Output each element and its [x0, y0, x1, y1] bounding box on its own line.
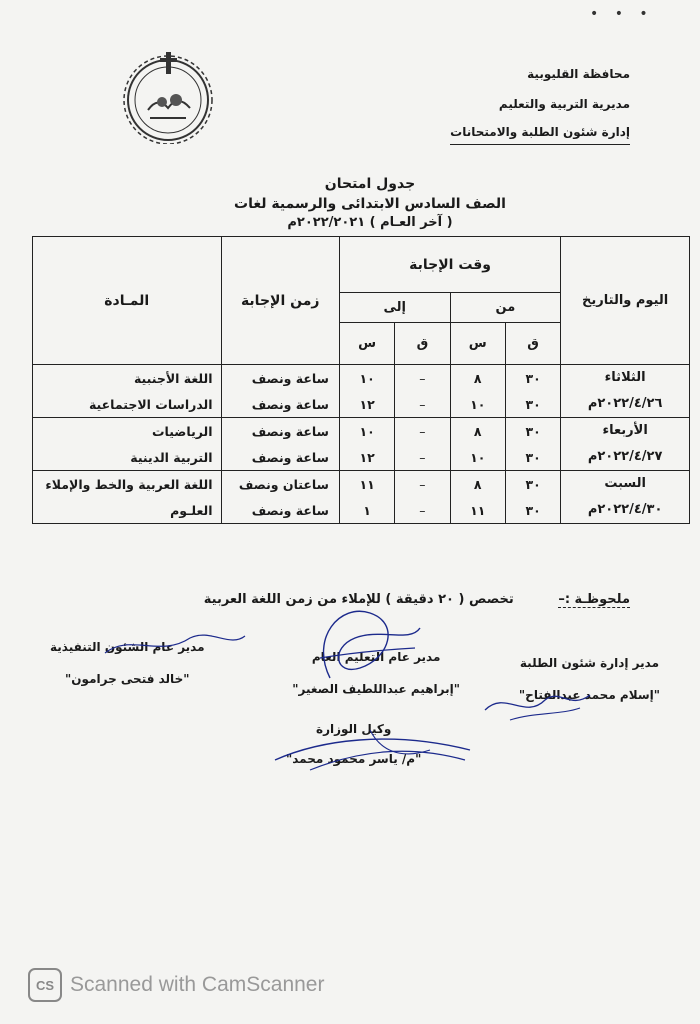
- signature-name: "إبراهيم عبداللطيف الصغير": [292, 682, 460, 696]
- from-minute: ٣٠: [505, 444, 560, 471]
- day-date-cell: [561, 471, 690, 524]
- header-duration: زمن الإجابة: [221, 237, 339, 365]
- to-hour: ١١: [339, 471, 394, 498]
- ministry-seal-icon: [118, 48, 218, 144]
- duration-cell: ساعة ونصف: [221, 391, 339, 418]
- signature-block-undersecretary: [286, 722, 421, 766]
- to-minute: –: [395, 471, 450, 498]
- header-answer-time: وقت الإجابة: [339, 237, 560, 293]
- signature-role: مدير عام الشئون التنفيذية: [50, 640, 205, 654]
- to-hour: ١: [339, 497, 394, 524]
- from-minute: ٣٠: [505, 391, 560, 418]
- duration-cell: ساعتان ونصف: [221, 471, 339, 498]
- ministry-header: [450, 62, 630, 145]
- exam-date: ٢٠٢٢/٤/٢٧م: [587, 449, 663, 464]
- subject-cell: التربية الدينية: [33, 444, 222, 471]
- duration-cell: ساعة ونصف: [221, 497, 339, 524]
- subject-cell: الرياضيات: [33, 418, 222, 445]
- signature-block-students-affairs: [519, 656, 660, 702]
- from-minute: ٣٠: [505, 365, 560, 392]
- to-minute: –: [395, 444, 450, 471]
- from-hour: ١٠: [450, 391, 505, 418]
- to-minute: –: [395, 418, 450, 445]
- scanner-watermark: [28, 968, 324, 1002]
- note-label: ملحوظـة :–: [558, 592, 630, 607]
- signature-name: "إسلام محمد عبدالفتاح": [518, 688, 660, 702]
- duration-cell: ساعة ونصف: [221, 444, 339, 471]
- top-marks: • • •: [590, 6, 654, 22]
- header-subject: المـادة: [33, 237, 222, 365]
- title-line-3: ( آخر العـام ) ٢٠٢٢/٢٠٢١م: [287, 215, 453, 230]
- from-hour: ٨: [450, 365, 505, 392]
- to-hour: ١٢: [339, 444, 394, 471]
- title-line-2: الصف السادس الابتدائى والرسمية لغات: [234, 196, 506, 212]
- duration-cell: ساعة ونصف: [221, 365, 339, 392]
- header-to-minute: ق: [395, 323, 450, 365]
- from-hour: ٨: [450, 418, 505, 445]
- duration-cell: ساعة ونصف: [221, 418, 339, 445]
- day-name: الأربعاء: [602, 423, 648, 438]
- header-day-date: اليوم والتاريخ: [561, 237, 690, 365]
- header-to: إلى: [339, 293, 450, 323]
- signature-name: "م/ ياسر محمود محمد": [286, 752, 422, 766]
- subject-cell: الدراسات الاجتماعية: [33, 391, 222, 418]
- signature-block-executive-affairs: [50, 640, 205, 686]
- department-line: إدارة شئون الطلبة والامتحانات: [450, 120, 630, 145]
- to-hour: ١٠: [339, 418, 394, 445]
- camscanner-logo-icon: CS: [28, 968, 62, 1002]
- table-row: [33, 418, 690, 445]
- header-from: من: [450, 293, 561, 323]
- signature-block-general-education: [292, 650, 460, 696]
- day-date-cell: [561, 418, 690, 471]
- day-name: السبت: [604, 476, 646, 491]
- title-line-1: جدول امتحان: [324, 176, 416, 192]
- exam-date: ٢٠٢٢/٤/٣٠م: [587, 502, 663, 517]
- to-minute: –: [395, 497, 450, 524]
- scanner-watermark-text: Scanned with CamScanner: [70, 973, 325, 996]
- to-hour: ١٠: [339, 365, 394, 392]
- to-minute: –: [395, 365, 450, 392]
- subject-cell: اللغة الأجنبية: [33, 365, 222, 392]
- table-row: [33, 471, 690, 498]
- from-hour: ٨: [450, 471, 505, 498]
- from-minute: ٣٠: [505, 497, 560, 524]
- exam-schedule-table: [32, 236, 690, 524]
- header-from-hour: س: [450, 323, 505, 365]
- to-hour: ١٢: [339, 391, 394, 418]
- subject-cell: اللغة العربية والخط والإملاء: [33, 471, 222, 498]
- table-row: [33, 365, 690, 392]
- header-from-minute: ق: [505, 323, 560, 365]
- from-hour: ١١: [450, 497, 505, 524]
- from-hour: ١٠: [450, 444, 505, 471]
- signature-role: وكيل الوزارة: [315, 722, 392, 736]
- signature-role: مدير إدارة شئون الطلبة: [519, 656, 659, 670]
- directorate-line: مديرية التربية والتعليم: [498, 97, 630, 111]
- day-date-cell: [561, 365, 690, 418]
- note-text: تخصص ( ٢٠ دقيقة ) للإملاء من زمن اللغة العربية: [203, 592, 514, 607]
- from-minute: ٣٠: [505, 471, 560, 498]
- note-line: [204, 592, 630, 607]
- subject-cell: العلـوم: [33, 497, 222, 524]
- day-name: الثلاثاء: [604, 370, 646, 385]
- header-to-hour: س: [339, 323, 394, 365]
- signature-role: مدير عام التعليم العام: [311, 650, 441, 664]
- document-title: [180, 174, 560, 232]
- governorate-line: محافظة القليوبية: [527, 67, 630, 81]
- to-minute: –: [395, 391, 450, 418]
- exam-date: ٢٠٢٢/٤/٢٦م: [587, 396, 663, 411]
- signature-name: "خالد فتحى جرامون": [65, 672, 190, 686]
- from-minute: ٣٠: [505, 418, 560, 445]
